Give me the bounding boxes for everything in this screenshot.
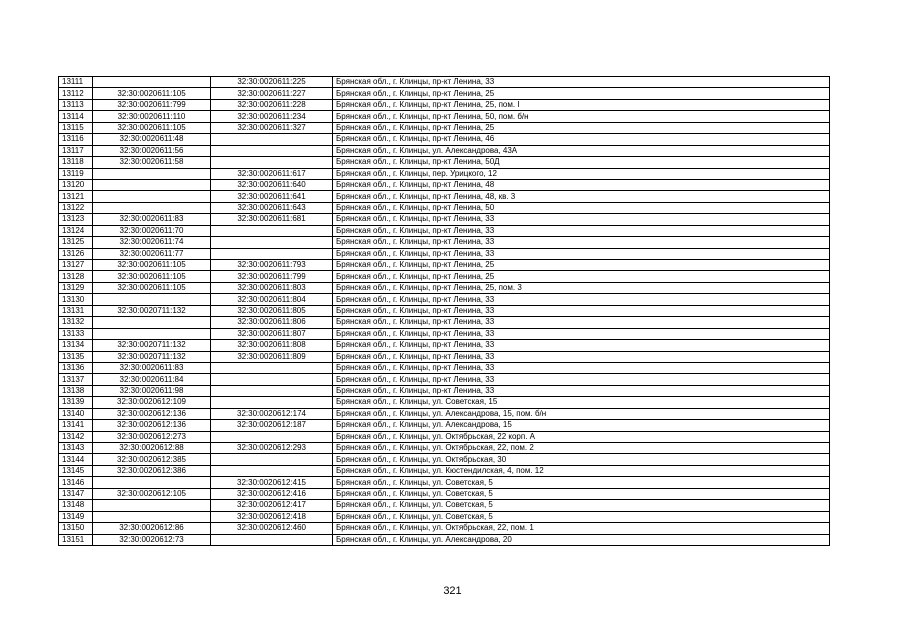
- parcel-number-cell: 32:30:0020711:132: [93, 351, 211, 362]
- record-number-cell: 13120: [59, 179, 93, 190]
- address-cell: Брянская обл., г. Клинцы, пр-кт Ленина, 33: [333, 328, 830, 339]
- table-row: [59, 488, 830, 499]
- parcel-number-cell: [93, 202, 211, 213]
- record-number-cell: 13139: [59, 397, 93, 408]
- table-row: [59, 134, 830, 145]
- parcel-number-cell: 32:30:0020612:105: [93, 488, 211, 499]
- parcel-number-cell: 32:30:0020612:273: [93, 431, 211, 442]
- object-number-cell: 32:30:0020612:187: [211, 420, 333, 431]
- parcel-number-cell: 32:30:0020612:86: [93, 523, 211, 534]
- table-row: [59, 500, 830, 511]
- object-number-cell: 32:30:0020612:416: [211, 488, 333, 499]
- table-row: [59, 111, 830, 122]
- object-number-cell: [211, 225, 333, 236]
- record-number-cell: 13141: [59, 420, 93, 431]
- table-row: [59, 351, 830, 362]
- object-number-cell: 32:30:0020611:641: [211, 191, 333, 202]
- address-cell: Брянская обл., г. Клинцы, пр-кт Ленина, 33: [333, 362, 830, 373]
- table-row: [59, 271, 830, 282]
- address-cell: Брянская обл., г. Клинцы, ул. Александрова, 20: [333, 534, 830, 545]
- record-number-cell: 13140: [59, 408, 93, 419]
- parcel-number-cell: 32:30:0020612:386: [93, 465, 211, 476]
- object-number-cell: 32:30:0020611:228: [211, 99, 333, 110]
- record-number-cell: 13118: [59, 157, 93, 168]
- parcel-number-cell: 32:30:0020612:136: [93, 408, 211, 419]
- table-row: [59, 408, 830, 419]
- record-number-cell: 13111: [59, 77, 93, 88]
- table-row: [59, 431, 830, 442]
- address-cell: Брянская обл., г. Клинцы, ул. Октябрьская, 22, пом. 1: [333, 523, 830, 534]
- record-number-cell: 13144: [59, 454, 93, 465]
- object-number-cell: 32:30:0020611:227: [211, 88, 333, 99]
- record-number-cell: 13151: [59, 534, 93, 545]
- table-row: [59, 385, 830, 396]
- table-row: [59, 534, 830, 545]
- address-cell: Брянская обл., г. Клинцы, ул. Октябрьская, 22 корп. А: [333, 431, 830, 442]
- object-number-cell: 32:30:0020611:617: [211, 168, 333, 179]
- object-number-cell: [211, 134, 333, 145]
- address-cell: Брянская обл., г. Клинцы, ул. Советская, 5: [333, 511, 830, 522]
- record-number-cell: 13127: [59, 260, 93, 271]
- table-row: [59, 328, 830, 339]
- table-row: [59, 294, 830, 305]
- table-row: [59, 122, 830, 133]
- table-row: [59, 260, 830, 271]
- parcel-number-cell: [93, 191, 211, 202]
- object-number-cell: 32:30:0020611:803: [211, 282, 333, 293]
- parcel-number-cell: [93, 317, 211, 328]
- page-number: 321: [443, 585, 462, 597]
- address-cell: Брянская обл., г. Клинцы, пр-кт Ленина, 33: [333, 248, 830, 259]
- parcel-number-cell: 32:30:0020611:77: [93, 248, 211, 259]
- object-number-cell: 32:30:0020612:293: [211, 443, 333, 454]
- record-number-cell: 13114: [59, 111, 93, 122]
- table-row: [59, 168, 830, 179]
- object-number-cell: [211, 157, 333, 168]
- address-cell: Брянская обл., г. Клинцы, ул. Октябрьская, 30: [333, 454, 830, 465]
- address-cell: Брянская обл., г. Клинцы, пр-кт Ленина, 33: [333, 374, 830, 385]
- table-row: [59, 225, 830, 236]
- table-row: [59, 179, 830, 190]
- parcel-number-cell: 32:30:0020611:83: [93, 362, 211, 373]
- address-cell: Брянская обл., г. Клинцы, ул. Октябрьская, 22, пом. 2: [333, 443, 830, 454]
- address-cell: Брянская обл., г. Клинцы, пр-кт Ленина, 33: [333, 77, 830, 88]
- object-number-cell: 32:30:0020611:793: [211, 260, 333, 271]
- record-number-cell: 13117: [59, 145, 93, 156]
- object-number-cell: [211, 465, 333, 476]
- parcel-number-cell: 32:30:0020611:84: [93, 374, 211, 385]
- object-number-cell: 32:30:0020612:417: [211, 500, 333, 511]
- parcel-number-cell: 32:30:0020612:136: [93, 420, 211, 431]
- object-number-cell: 32:30:0020611:808: [211, 340, 333, 351]
- object-number-cell: [211, 145, 333, 156]
- table-row: [59, 523, 830, 534]
- object-number-cell: 32:30:0020611:806: [211, 317, 333, 328]
- table-row: [59, 340, 830, 351]
- record-number-cell: 13133: [59, 328, 93, 339]
- table-row: [59, 282, 830, 293]
- address-cell: Брянская обл., г. Клинцы, ул. Советская, 15: [333, 397, 830, 408]
- parcel-number-cell: 32:30:0020711:132: [93, 305, 211, 316]
- table-row: [59, 214, 830, 225]
- record-number-cell: 13149: [59, 511, 93, 522]
- record-number-cell: 13132: [59, 317, 93, 328]
- object-number-cell: 32:30:0020611:809: [211, 351, 333, 362]
- address-cell: Брянская обл., г. Клинцы, пр-кт Ленина, 25: [333, 271, 830, 282]
- address-cell: Брянская обл., г. Клинцы, пр-кт Ленина, 33: [333, 340, 830, 351]
- record-number-cell: 13146: [59, 477, 93, 488]
- object-number-cell: 32:30:0020611:640: [211, 179, 333, 190]
- object-number-cell: 32:30:0020611:804: [211, 294, 333, 305]
- table-row: [59, 374, 830, 385]
- table-row: [59, 317, 830, 328]
- address-cell: Брянская обл., г. Клинцы, пр-кт Ленина, 50, пом. б/н: [333, 111, 830, 122]
- table-row: [59, 420, 830, 431]
- registry-table-body: [59, 77, 830, 546]
- object-number-cell: 32:30:0020611:327: [211, 122, 333, 133]
- object-number-cell: 32:30:0020611:643: [211, 202, 333, 213]
- address-cell: Брянская обл., г. Клинцы, ул. Александрова, 15, пом. б/н: [333, 408, 830, 419]
- address-cell: Брянская обл., г. Клинцы, пер. Урицкого, 12: [333, 168, 830, 179]
- object-number-cell: 32:30:0020611:225: [211, 77, 333, 88]
- address-cell: Брянская обл., г. Клинцы, пр-кт Ленина, 33: [333, 351, 830, 362]
- address-cell: Брянская обл., г. Клинцы, пр-кт Ленина, 46: [333, 134, 830, 145]
- parcel-number-cell: 32:30:0020611:105: [93, 282, 211, 293]
- table-row: [59, 77, 830, 88]
- record-number-cell: 13123: [59, 214, 93, 225]
- object-number-cell: 32:30:0020612:174: [211, 408, 333, 419]
- address-cell: Брянская обл., г. Клинцы, пр-кт Ленина, 25: [333, 260, 830, 271]
- parcel-number-cell: 32:30:0020612:88: [93, 443, 211, 454]
- record-number-cell: 13112: [59, 88, 93, 99]
- object-number-cell: 32:30:0020611:681: [211, 214, 333, 225]
- object-number-cell: [211, 534, 333, 545]
- parcel-number-cell: [93, 477, 211, 488]
- table-row: [59, 397, 830, 408]
- address-cell: Брянская обл., г. Клинцы, ул. Советская, 5: [333, 477, 830, 488]
- object-number-cell: 32:30:0020612:415: [211, 477, 333, 488]
- table-row: [59, 248, 830, 259]
- table-row: [59, 511, 830, 522]
- record-number-cell: 13142: [59, 431, 93, 442]
- parcel-number-cell: 32:30:0020612:385: [93, 454, 211, 465]
- record-number-cell: 13148: [59, 500, 93, 511]
- parcel-number-cell: [93, 328, 211, 339]
- parcel-number-cell: 32:30:0020612:109: [93, 397, 211, 408]
- record-number-cell: 13121: [59, 191, 93, 202]
- parcel-number-cell: 32:30:0020611:83: [93, 214, 211, 225]
- address-cell: Брянская обл., г. Клинцы, ул. Советская, 5: [333, 488, 830, 499]
- address-cell: Брянская обл., г. Клинцы, пр-кт Ленина, 33: [333, 294, 830, 305]
- address-cell: Брянская обл., г. Клинцы, пр-кт Ленина, 25, пом. I: [333, 99, 830, 110]
- address-cell: Брянская обл., г. Клинцы, ул. Александрова, 15: [333, 420, 830, 431]
- address-cell: Брянская обл., г. Клинцы, пр-кт Ленина, 50: [333, 202, 830, 213]
- object-number-cell: 32:30:0020611:799: [211, 271, 333, 282]
- parcel-number-cell: 32:30:0020711:132: [93, 340, 211, 351]
- address-cell: Брянская обл., г. Клинцы, пр-кт Ленина, 50Д: [333, 157, 830, 168]
- registry-table: [58, 76, 830, 546]
- object-number-cell: [211, 454, 333, 465]
- parcel-number-cell: [93, 168, 211, 179]
- object-number-cell: [211, 431, 333, 442]
- record-number-cell: 13128: [59, 271, 93, 282]
- parcel-number-cell: 32:30:0020611:105: [93, 122, 211, 133]
- table-row: [59, 99, 830, 110]
- object-number-cell: 32:30:0020611:805: [211, 305, 333, 316]
- object-number-cell: [211, 248, 333, 259]
- parcel-number-cell: [93, 500, 211, 511]
- object-number-cell: [211, 237, 333, 248]
- parcel-number-cell: 32:30:0020611:110: [93, 111, 211, 122]
- record-number-cell: 13137: [59, 374, 93, 385]
- address-cell: Брянская обл., г. Клинцы, пр-кт Ленина, 25: [333, 122, 830, 133]
- address-cell: Брянская обл., г. Клинцы, пр-кт Ленина, 48: [333, 179, 830, 190]
- address-cell: Брянская обл., г. Клинцы, пр-кт Ленина, 25: [333, 88, 830, 99]
- record-number-cell: 13143: [59, 443, 93, 454]
- table-row: [59, 465, 830, 476]
- record-number-cell: 13113: [59, 99, 93, 110]
- record-number-cell: 13125: [59, 237, 93, 248]
- parcel-number-cell: [93, 77, 211, 88]
- record-number-cell: 13115: [59, 122, 93, 133]
- table-row: [59, 157, 830, 168]
- parcel-number-cell: 32:30:0020611:74: [93, 237, 211, 248]
- object-number-cell: [211, 397, 333, 408]
- table-row: [59, 443, 830, 454]
- record-number-cell: 13126: [59, 248, 93, 259]
- record-number-cell: 13145: [59, 465, 93, 476]
- address-cell: Брянская обл., г. Клинцы, пр-кт Ленина, 33: [333, 237, 830, 248]
- parcel-number-cell: 32:30:0020611:70: [93, 225, 211, 236]
- address-cell: Брянская обл., г. Клинцы, пр-кт Ленина, 33: [333, 305, 830, 316]
- record-number-cell: 13131: [59, 305, 93, 316]
- address-cell: Брянская обл., г. Клинцы, пр-кт Ленина, 33: [333, 317, 830, 328]
- address-cell: Брянская обл., г. Клинцы, ул. Советская, 5: [333, 500, 830, 511]
- table-row: [59, 145, 830, 156]
- object-number-cell: 32:30:0020611:807: [211, 328, 333, 339]
- address-cell: Брянская обл., г. Клинцы, пр-кт Ленина, 48, кв. 3: [333, 191, 830, 202]
- address-cell: Брянская обл., г. Клинцы, пр-кт Ленина, 33: [333, 214, 830, 225]
- address-cell: Брянская обл., г. Клинцы, пр-кт Ленина, 25, пом. 3: [333, 282, 830, 293]
- table-row: [59, 237, 830, 248]
- parcel-number-cell: [93, 179, 211, 190]
- table-row: [59, 191, 830, 202]
- record-number-cell: 13134: [59, 340, 93, 351]
- object-number-cell: 32:30:0020612:460: [211, 523, 333, 534]
- table-row: [59, 202, 830, 213]
- table-row: [59, 88, 830, 99]
- parcel-number-cell: 32:30:0020612:73: [93, 534, 211, 545]
- object-number-cell: [211, 385, 333, 396]
- table-row: [59, 454, 830, 465]
- parcel-number-cell: 32:30:0020611:105: [93, 271, 211, 282]
- record-number-cell: 13130: [59, 294, 93, 305]
- table-row: [59, 362, 830, 373]
- object-number-cell: [211, 362, 333, 373]
- record-number-cell: 13147: [59, 488, 93, 499]
- record-number-cell: 13135: [59, 351, 93, 362]
- address-cell: Брянская обл., г. Клинцы, пр-кт Ленина, 33: [333, 225, 830, 236]
- parcel-number-cell: 32:30:0020611:105: [93, 88, 211, 99]
- record-number-cell: 13116: [59, 134, 93, 145]
- object-number-cell: 32:30:0020612:418: [211, 511, 333, 522]
- record-number-cell: 13119: [59, 168, 93, 179]
- parcel-number-cell: 32:30:0020611:56: [93, 145, 211, 156]
- parcel-number-cell: 32:30:0020611:799: [93, 99, 211, 110]
- object-number-cell: 32:30:0020611:234: [211, 111, 333, 122]
- parcel-number-cell: 32:30:0020611:48: [93, 134, 211, 145]
- record-number-cell: 13122: [59, 202, 93, 213]
- parcel-number-cell: 32:30:0020611:105: [93, 260, 211, 271]
- parcel-number-cell: [93, 294, 211, 305]
- parcel-number-cell: 32:30:0020611:58: [93, 157, 211, 168]
- record-number-cell: 13124: [59, 225, 93, 236]
- object-number-cell: [211, 374, 333, 385]
- table-row: [59, 305, 830, 316]
- record-number-cell: 13136: [59, 362, 93, 373]
- parcel-number-cell: 32:30:0020611:98: [93, 385, 211, 396]
- record-number-cell: 13150: [59, 523, 93, 534]
- address-cell: Брянская обл., г. Клинцы, ул. Кюстендилская, 4, пом. 12: [333, 465, 830, 476]
- parcel-number-cell: [93, 511, 211, 522]
- address-cell: Брянская обл., г. Клинцы, ул. Александрова, 43А: [333, 145, 830, 156]
- table-row: [59, 477, 830, 488]
- record-number-cell: 13129: [59, 282, 93, 293]
- address-cell: Брянская обл., г. Клинцы, пр-кт Ленина, 33: [333, 385, 830, 396]
- record-number-cell: 13138: [59, 385, 93, 396]
